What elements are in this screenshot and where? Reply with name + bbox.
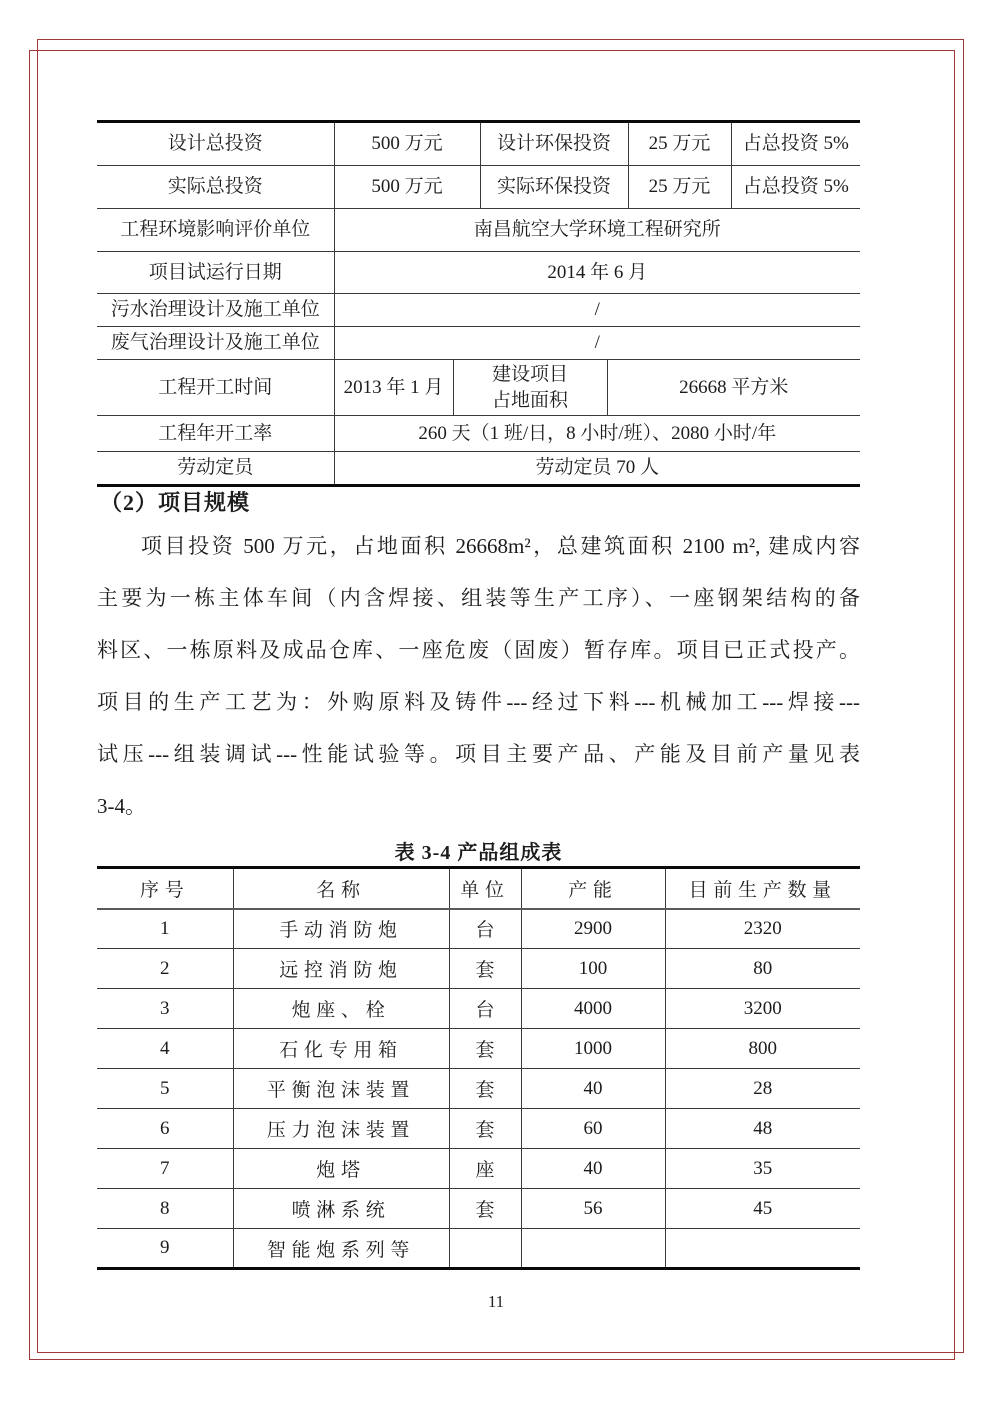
value-actual-total-investment: 500 万元 <box>334 166 480 209</box>
value-eia-unit: 南昌航空大学环境工程研究所 <box>334 209 860 252</box>
cell-unit: 套 <box>449 1029 521 1069</box>
cell-capacity: 40 <box>521 1069 665 1109</box>
cell-index: 1 <box>97 909 233 949</box>
cell-index: 5 <box>97 1069 233 1109</box>
cell-index: 3 <box>97 989 233 1029</box>
value-annual-operating-rate: 260 天（1 班/日，8 小时/班）、2080 小时/年 <box>334 416 860 452</box>
cell-capacity: 1000 <box>521 1029 665 1069</box>
table-row <box>97 909 860 949</box>
cell-current-output: 80 <box>665 949 860 989</box>
value-wastegas-unit: / <box>334 327 860 360</box>
cell-current-output: 800 <box>665 1029 860 1069</box>
value-actual-env-investment: 25 万元 <box>628 166 731 209</box>
table-row <box>97 1029 860 1069</box>
label-design-env-investment: 设计环保投资 <box>480 122 628 166</box>
cell-unit: 套 <box>449 1109 521 1149</box>
value-design-env-investment: 25 万元 <box>628 122 731 166</box>
page-number: 11 <box>487 1292 505 1311</box>
value-staff-quota: 劳动定员 70 人 <box>334 452 860 486</box>
cell-capacity: 56 <box>521 1189 665 1229</box>
header-unit: 单位 <box>449 868 521 909</box>
label-trial-run-date: 项目试运行日期 <box>97 252 334 294</box>
cell-current-output: 35 <box>665 1149 860 1189</box>
value-trial-run-date: 2014 年 6 月 <box>334 252 860 294</box>
table-row <box>97 1229 860 1269</box>
value-actual-env-percent: 占总投资 5% <box>731 166 860 209</box>
label-staff-quota: 劳动定员 <box>97 452 334 486</box>
cell-current-output: 2320 <box>665 909 860 949</box>
paragraph-line: 3-4。 <box>97 794 146 818</box>
cell-index: 9 <box>97 1229 233 1269</box>
table-row <box>97 166 860 209</box>
section-heading: （2）项目规模 <box>100 490 251 515</box>
paragraph-line: 主要为一栋主体车间（内含焊接、组装等生产工序）、一座钢架结构的备 <box>97 586 860 610</box>
cell-name: 石化专用箱 <box>233 1029 449 1069</box>
header-current-output: 目前生产数量 <box>665 868 860 909</box>
cell-current-output: 48 <box>665 1109 860 1149</box>
value-construction-start: 2013 年 1 月 <box>334 360 453 416</box>
value-design-total-investment: 500 万元 <box>334 122 480 166</box>
cell-capacity: 60 <box>521 1109 665 1149</box>
table-row <box>97 327 860 360</box>
cell-unit: 套 <box>449 949 521 989</box>
cell-capacity: 4000 <box>521 989 665 1029</box>
label-land-area-line1: 建设项目 <box>492 364 569 385</box>
cell-current-output: 28 <box>665 1069 860 1109</box>
cell-unit: 套 <box>449 1069 521 1109</box>
table-row <box>97 209 860 252</box>
cell-name: 炮座、栓 <box>233 989 449 1029</box>
cell-index: 4 <box>97 1029 233 1069</box>
cell-name: 喷淋系统 <box>233 1189 449 1229</box>
label-wastegas-unit: 废气治理设计及施工单位 <box>97 327 334 360</box>
cell-current-output: 45 <box>665 1189 860 1229</box>
cell-current-output: 3200 <box>665 989 860 1029</box>
paragraph-line: 项目投资 500 万元，占地面积 26668m²，总建筑面积 2100 m², 建成内容 <box>141 534 860 558</box>
cell-capacity: 40 <box>521 1149 665 1189</box>
table-row <box>97 1109 860 1149</box>
table-row <box>97 252 860 294</box>
label-wastewater-unit: 污水治理设计及施工单位 <box>97 294 334 327</box>
label-land-area <box>453 360 607 416</box>
cell-name: 炮塔 <box>233 1149 449 1189</box>
label-design-total-investment: 设计总投资 <box>97 122 334 166</box>
cell-current-output <box>665 1229 860 1269</box>
project-scale-paragraph <box>97 520 860 832</box>
header-name: 名称 <box>233 868 449 909</box>
table-header-row <box>97 868 860 909</box>
table-row <box>97 360 860 416</box>
table-row <box>97 294 860 327</box>
label-eia-unit: 工程环境影响评价单位 <box>97 209 334 252</box>
value-wastewater-unit: / <box>334 294 860 327</box>
cell-unit: 套 <box>449 1189 521 1229</box>
paragraph-line: 试压---组装调试---性能试验等。项目主要产品、产能及目前产量见表 <box>97 742 860 766</box>
table-row <box>97 452 860 486</box>
table-row <box>97 949 860 989</box>
label-actual-total-investment: 实际总投资 <box>97 166 334 209</box>
cell-unit: 座 <box>449 1149 521 1189</box>
cell-name: 手动消防炮 <box>233 909 449 949</box>
product-composition-table <box>97 866 860 1270</box>
cell-index: 6 <box>97 1109 233 1149</box>
value-design-env-percent: 占总投资 5% <box>731 122 860 166</box>
value-land-area: 26668 平方米 <box>607 360 860 416</box>
cell-capacity: 2900 <box>521 909 665 949</box>
label-construction-start: 工程开工时间 <box>97 360 334 416</box>
cell-name: 远控消防炮 <box>233 949 449 989</box>
project-info-table <box>97 120 860 487</box>
label-actual-env-investment: 实际环保投资 <box>480 166 628 209</box>
cell-index: 2 <box>97 949 233 989</box>
header-index: 序号 <box>97 868 233 909</box>
cell-unit: 台 <box>449 909 521 949</box>
table-row <box>97 1069 860 1109</box>
product-table-title: 表 3-4 产品组成表 <box>394 842 563 864</box>
table-row <box>97 416 860 452</box>
label-land-area-line2: 占地面积 <box>492 389 569 411</box>
label-annual-operating-rate: 工程年开工率 <box>97 416 334 452</box>
table-row <box>97 1149 860 1189</box>
table-row <box>97 1189 860 1229</box>
paragraph-line: 项目的生产工艺为：外购原料及铸件---经过下料---机械加工---焊接--- <box>97 690 860 714</box>
cell-index: 7 <box>97 1149 233 1189</box>
cell-unit: 台 <box>449 989 521 1029</box>
cell-index: 8 <box>97 1189 233 1229</box>
cell-name: 压力泡沫装置 <box>233 1109 449 1149</box>
table-row <box>97 989 860 1029</box>
cell-capacity: 100 <box>521 949 665 989</box>
paragraph-line: 料区、一栋原料及成品仓库、一座危废（固废）暂存库。项目已正式投产。 <box>97 638 860 662</box>
cell-unit <box>449 1229 521 1269</box>
header-capacity: 产能 <box>521 868 665 909</box>
cell-name: 平衡泡沫装置 <box>233 1069 449 1109</box>
table-row <box>97 122 860 166</box>
cell-capacity <box>521 1229 665 1269</box>
cell-name: 智能炮系列等 <box>233 1229 449 1269</box>
